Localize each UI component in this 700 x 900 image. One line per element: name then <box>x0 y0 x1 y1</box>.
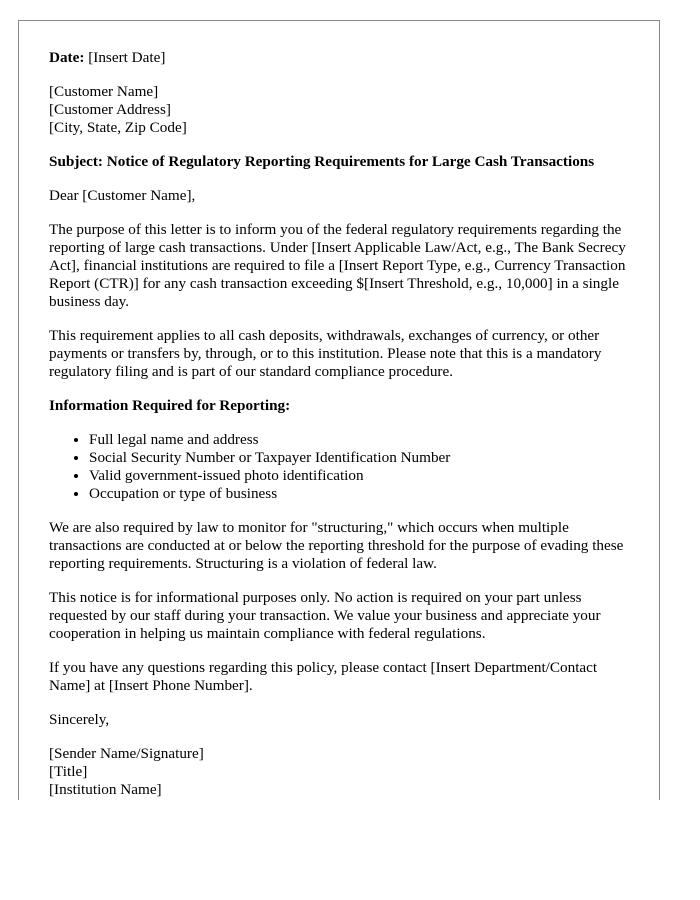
recipient-address: [Customer Address] <box>49 101 171 118</box>
body-paragraph: This notice is for informational purposes only. No action is required on your part unless requested by our staff during your transaction. We value your business and appreciate your cooperation in helping us maintain compliance with federal regulations. <box>49 589 601 642</box>
date-label: Date: <box>49 49 85 66</box>
recipient-address-block <box>49 83 639 137</box>
contact-paragraph: If you have any questions regarding this policy, please contact [Insert Department/Contact Name] at [Insert Phone Number]. <box>49 659 598 694</box>
list-item: • Occupation or type of business <box>89 485 639 503</box>
letter-page <box>18 20 660 800</box>
salutation: Dear [Customer Name], <box>49 187 196 204</box>
date-line <box>49 49 639 67</box>
body-paragraph: The purpose of this letter is to inform you of the federal regulatory requirements regarding the reporting of large cash transactions. Under [Insert Applicable Law/Act, e.g., The Bank Secrecy Act], financial institutions are required to file a [Insert Report Type, e.g., Currency Transaction Report (CTR)] for any cash transaction exceeding $[Insert Threshold, e.g., 10,000] in a single business day. <box>49 221 626 310</box>
body-paragraph: We are also required by law to monitor for "structuring," which occurs when multiple transactions are conducted at or below the reporting threshold for the purpose of evading these reporting requirements. Structuring is a violation of federal law. <box>49 519 624 572</box>
recipient-city-state-zip: [City, State, Zip Code] <box>49 119 187 136</box>
closing: Sincerely, <box>49 711 110 728</box>
signature-block <box>49 745 639 799</box>
body-paragraph: This requirement applies to all cash deposits, withdrawals, exchanges of currency, or other payments or transfers by, through, or to this institution. Please note that this is a mandatory regulatory filing and is part of our standard compliance procedure. <box>49 327 602 380</box>
list-item: • Full legal name and address <box>89 431 639 449</box>
list-item: • Social Security Number or Taxpayer Identification Number <box>89 449 639 467</box>
subject-line: Subject: Notice of Regulatory Reporting Requirements for Large Cash Transactions <box>49 153 595 170</box>
requirements-list <box>49 431 639 503</box>
date-value: [Insert Date] <box>84 49 166 66</box>
institution-name: [Institution Name] <box>49 781 162 798</box>
requirements-heading: Information Required for Reporting: <box>49 397 291 414</box>
sender-name: [Sender Name/Signature] <box>49 745 204 762</box>
list-item: • Valid government-issued photo identification <box>89 467 639 485</box>
sender-title: [Title] <box>49 763 88 780</box>
recipient-name: [Customer Name] <box>49 83 159 100</box>
letter-body <box>49 49 639 799</box>
